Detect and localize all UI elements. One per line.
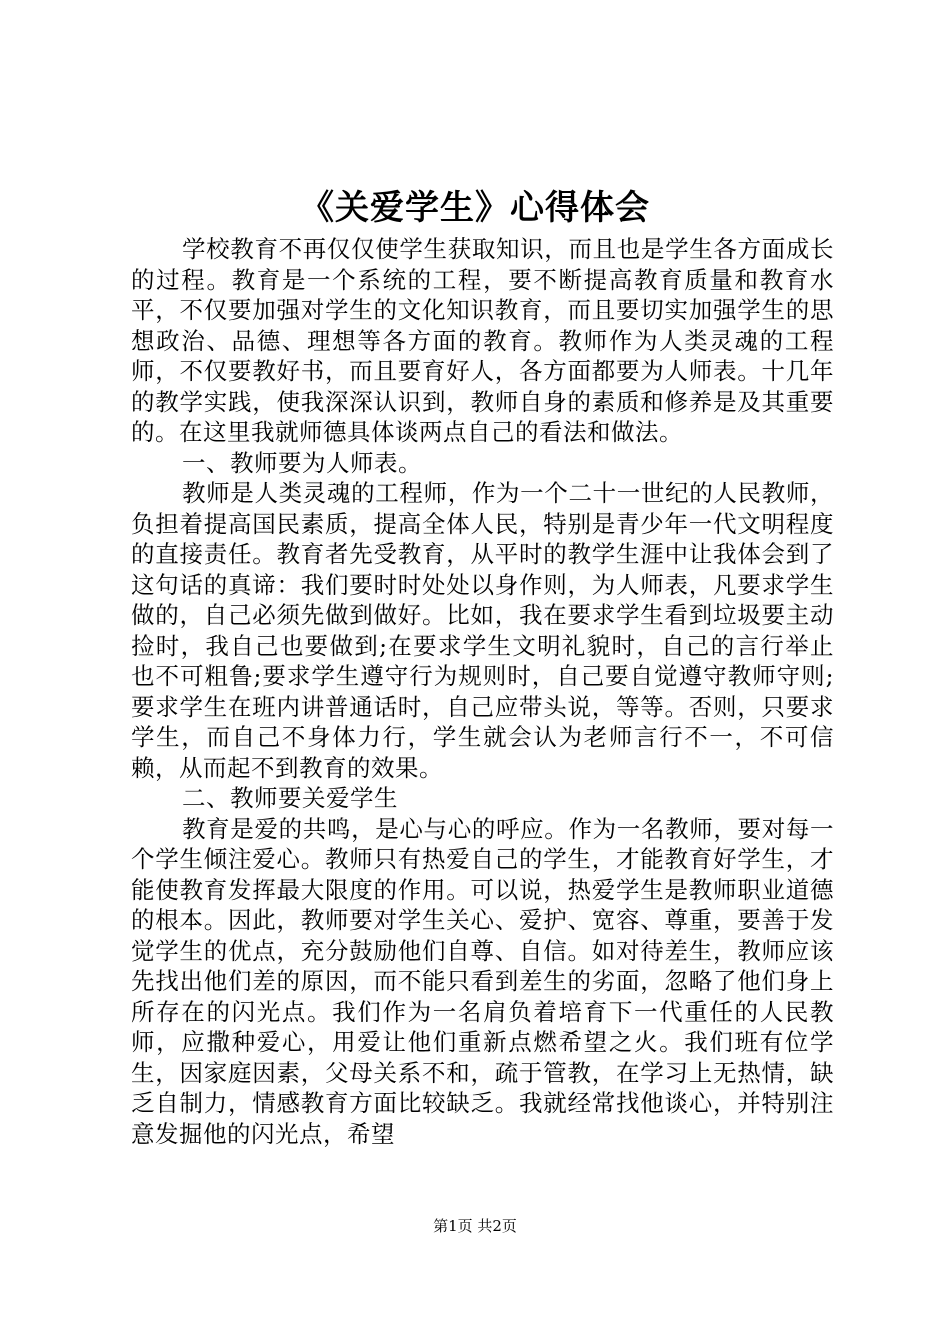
paragraph-section-1: 教师是人类灵魂的工程师，作为一个二十一世纪的人民教师，负担着提高国民素质，提高全体人民，特别是青少年一代文明程度的直接责任。教育者先受教育，从平时的教学生涯中让我体会到了这句话的真谛：我们要时时处处以身作则，为人师表，凡要求学生做的，自己必须先做到做好。比如，我在要求学生看到垃圾要主动捡时，我自己也要做到;在要求学生文明礼貌时，自己的言行举止也不可粗鲁;要求学生遵守行为规则时，自己要自觉遵守教师守则;要求学生在班内讲普通话时，自己应带头说，等等。否则，只要求学生，而自己不身体力行，学生就会认为老师言行不一，不可信赖，从而起不到教育的效果。 — [131, 479, 834, 782]
section-heading-2: 二、教师要关爱学生 — [182, 784, 398, 812]
page-footer: 第1页 共2页 — [433, 1217, 517, 1235]
document-body — [131, 234, 834, 1149]
paragraph-section-2: 教育是爱的共鸣，是心与心的呼应。作为一名教师，要对每一个学生倾注爱心。教师只有热爱自己的学生，才能教育好学生，才能使教育发挥最大限度的作用。可以说，热爱学生是教师职业道德的根本。因此，教师要对学生关心、爱护、宽容、尊重，要善于发觉学生的优点，充分鼓励他们自尊、自信。如对待差生，教师应该先找出他们差的原因，而不能只看到差生的劣面，忽略了他们身上所存在的闪光点。我们作为一名肩负着培育下一代重任的人民教师，应撒种爱心，用爱让他们重新点燃希望之火。我们班有位学生，因家庭因素，父母关系不和，疏于管教，在学习上无热情，缺乏自制力，情感教育方面比较缺乏。我就经常找他谈心，并特别注意发掘他的闪光点，希望 — [131, 814, 834, 1148]
section-heading-1: 一、教师要为人师表。 — [182, 448, 422, 477]
paragraph-intro: 学校教育不再仅仅使学生获取知识，而且也是学生各方面成长的过程。教育是一个系统的工程，要不断提高教育质量和教育水平，不仅要加强对学生的文化知识教育，而且要切实加强学生的思想政治、品德、理想等各方面的教育。教师作为人类灵魂的工程师，不仅要教好书，而且要育好人，各方面都要为人师表。十几年的教学实践，使我深深认识到，教师自身的素质和修养是及其重要的。在这里我就师德具体谈两点自己的看法和做法。 — [131, 235, 834, 446]
page-title: 《关爱学生》心得体会 — [300, 188, 650, 228]
